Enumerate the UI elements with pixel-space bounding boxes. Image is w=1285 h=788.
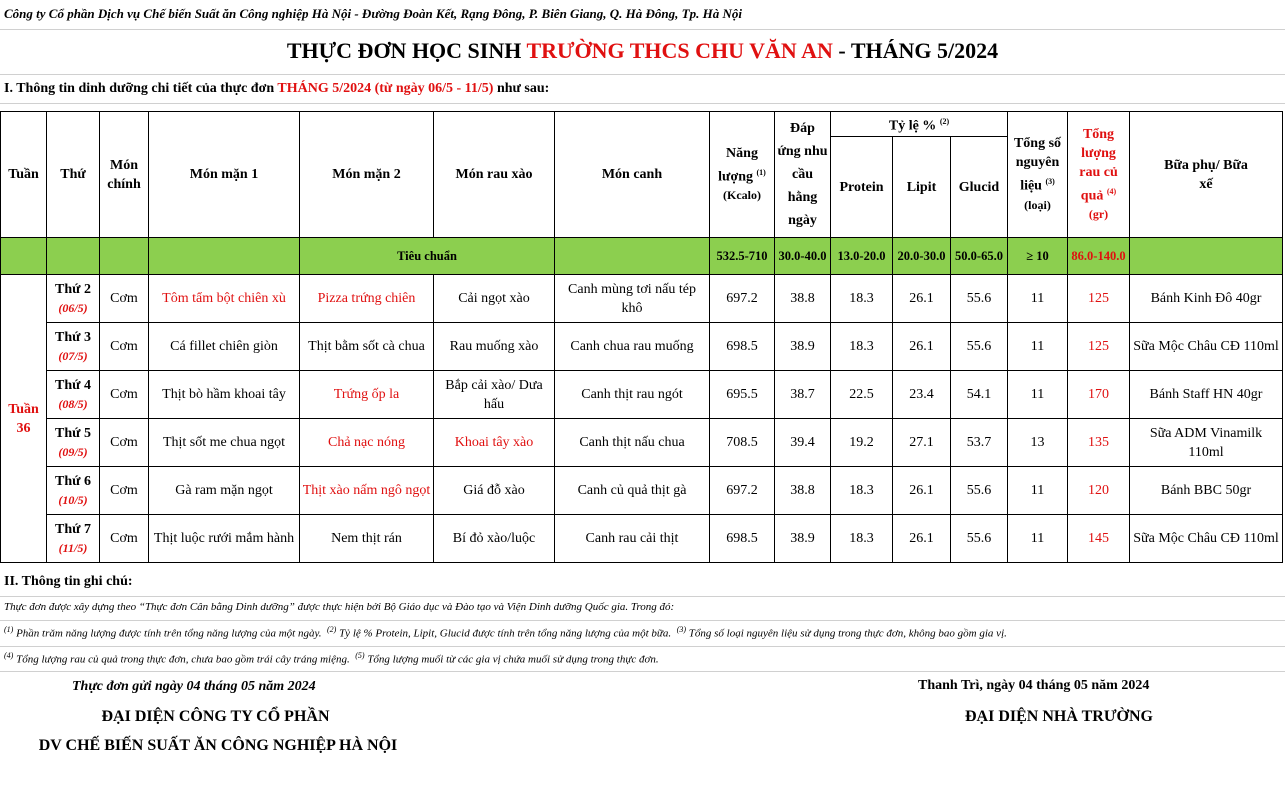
energy-cell: 708.5 bbox=[710, 419, 775, 467]
note5-sup: (5) bbox=[355, 651, 365, 660]
veg-total-cell: 145 bbox=[1068, 515, 1130, 563]
main-dish-cell: Cơm bbox=[100, 467, 149, 515]
std-empty bbox=[47, 238, 100, 275]
energy-cell: 695.5 bbox=[710, 371, 775, 419]
week-label: Tuần 36 bbox=[8, 401, 39, 436]
protein-cell: 18.3 bbox=[831, 323, 893, 371]
note1: Phần trăm năng lượng được tính trên tổng năng lượng của một ngày. bbox=[13, 627, 322, 640]
day-label: Thứ 7 bbox=[54, 521, 92, 537]
protein-cell: 18.3 bbox=[831, 275, 893, 323]
std-energy: 532.5-710 bbox=[710, 238, 775, 275]
dish2-cell: Chả nạc nóng bbox=[300, 419, 434, 467]
header-veg-total-label: Tổng lượng rau củ quả bbox=[1079, 126, 1118, 204]
glucid-cell: 55.6 bbox=[951, 323, 1008, 371]
veg-total-cell: 125 bbox=[1068, 323, 1130, 371]
dish1-cell: Cá fillet chiên giòn bbox=[149, 323, 300, 371]
std-empty bbox=[1130, 238, 1283, 275]
lipid-cell: 26.1 bbox=[893, 467, 951, 515]
veg-cell: Cải ngọt xào bbox=[434, 275, 555, 323]
veg-cell: Khoai tây xào bbox=[434, 419, 555, 467]
dish2-cell: Thịt bằm sốt cà chua bbox=[300, 323, 434, 371]
snack-cell: Sữa ADM Vinamilk 110ml bbox=[1130, 419, 1283, 467]
header-soup: Món canh bbox=[555, 112, 710, 238]
header-energy-sup: (1) bbox=[756, 167, 766, 177]
day-cell bbox=[47, 323, 100, 371]
table-row bbox=[1, 275, 1283, 323]
section1-heading bbox=[4, 81, 549, 97]
title-part1: THỰC ĐƠN HỌC SINH bbox=[286, 38, 527, 63]
title-part2: - THÁNG 5/2024 bbox=[832, 38, 999, 63]
protein-cell: 22.5 bbox=[831, 371, 893, 419]
note5: Tổng lượng muối từ các gia vị chứa muối sử dụng trong thực đơn. bbox=[364, 653, 659, 666]
protein-cell: 19.2 bbox=[831, 419, 893, 467]
section1-text2: như sau: bbox=[493, 81, 550, 96]
header-dish1: Món mặn 1 bbox=[149, 112, 300, 238]
main-dish-cell: Cơm bbox=[100, 323, 149, 371]
day-label: Thứ 4 bbox=[54, 377, 92, 393]
section1-period: THÁNG 5/2024 (từ ngày 06/5 - 11/5) bbox=[277, 81, 494, 96]
left-representative-line1: ĐẠI DIỆN CÔNG TY CỔ PHẦN bbox=[101, 708, 330, 725]
soup-cell: Canh mùng tơi nấu tép khô bbox=[555, 275, 710, 323]
day-date: (07/5) bbox=[58, 348, 88, 363]
veg-cell: Giá đỗ xào bbox=[434, 467, 555, 515]
snack-cell: Sữa Mộc Châu CĐ 110ml bbox=[1130, 323, 1283, 371]
soup-cell: Canh thịt rau ngót bbox=[555, 371, 710, 419]
table-row bbox=[1, 515, 1283, 563]
company-info: Công ty Cổ phần Dịch vụ Chế biến Suất ăn Công nghiệp Hà Nội - Đường Đoàn Kết, Rạng Đông, P. Biên Giang, Q. Hà Đông, Tp. Hà Nội bbox=[4, 6, 742, 21]
lipid-cell: 27.1 bbox=[893, 419, 951, 467]
meet-cell: 38.7 bbox=[775, 371, 831, 419]
header-day: Thứ bbox=[47, 112, 100, 238]
header-ratio bbox=[831, 112, 1008, 137]
std-protein: 13.0-20.0 bbox=[831, 238, 893, 275]
main-dish-cell: Cơm bbox=[100, 515, 149, 563]
day-date: (08/5) bbox=[58, 396, 88, 411]
header-energy bbox=[710, 112, 775, 238]
day-date: (06/5) bbox=[58, 300, 88, 315]
soup-cell: Canh chua rau muống bbox=[555, 323, 710, 371]
header-lipid: Lipit bbox=[893, 137, 951, 238]
header-meet: Đáp ứng nhu cầu hằng ngày bbox=[775, 112, 831, 238]
main-dish-cell: Cơm bbox=[100, 371, 149, 419]
snack-cell: Bánh Kinh Đô 40gr bbox=[1130, 275, 1283, 323]
std-veg-total: 86.0-140.0 bbox=[1068, 238, 1130, 275]
table-row bbox=[1, 467, 1283, 515]
dish2-cell: Nem thịt rán bbox=[300, 515, 434, 563]
header-veg-total bbox=[1068, 112, 1130, 238]
note4-sup: (4) bbox=[4, 651, 14, 660]
note2: Tỷ lệ % Protein, Lipit, Glucid được tính trên tổng năng lượng của một bữa. bbox=[336, 627, 672, 640]
dish2-cell: Pizza trứng chiên bbox=[300, 275, 434, 323]
header-ratio-label: Tỷ lệ % bbox=[888, 118, 937, 134]
header-snack: Bữa phụ/ Bữa xế bbox=[1130, 112, 1283, 238]
soup-cell: Canh thịt nấu chua bbox=[555, 419, 710, 467]
week-cell bbox=[1, 275, 47, 563]
energy-cell: 697.2 bbox=[710, 467, 775, 515]
meet-cell: 38.9 bbox=[775, 323, 831, 371]
header-veg-total-sup: (4) bbox=[1106, 186, 1117, 196]
protein-cell: 18.3 bbox=[831, 515, 893, 563]
day-date: (10/5) bbox=[58, 492, 88, 507]
std-empty bbox=[1, 238, 47, 275]
header-ratio-sup: (2) bbox=[939, 117, 950, 127]
lipid-cell: 26.1 bbox=[893, 275, 951, 323]
place-date: Thanh Trì, ngày 04 tháng 05 năm 2024 bbox=[918, 678, 1150, 693]
main-dish-cell: Cơm bbox=[100, 419, 149, 467]
section2-heading: II. Thông tin ghi chú: bbox=[4, 574, 133, 589]
day-label: Thứ 6 bbox=[54, 473, 92, 489]
veg-cell: Rau muống xào bbox=[434, 323, 555, 371]
ingredients-cell: 11 bbox=[1008, 515, 1068, 563]
day-cell bbox=[47, 467, 100, 515]
protein-cell: 18.3 bbox=[831, 467, 893, 515]
table-row bbox=[1, 371, 1283, 419]
std-ingredients: ≥ 10 bbox=[1008, 238, 1068, 275]
header-protein: Protein bbox=[831, 137, 893, 238]
veg-total-cell: 135 bbox=[1068, 419, 1130, 467]
glucid-cell: 53.7 bbox=[951, 419, 1008, 467]
section1-text1: I. Thông tin dinh dưỡng chi tiết của thực đơn bbox=[4, 81, 278, 96]
day-label: Thứ 2 bbox=[54, 281, 92, 297]
main-dish-cell: Cơm bbox=[100, 275, 149, 323]
notes-line2 bbox=[4, 651, 659, 666]
header-veg-total-unit: (gr) bbox=[1088, 207, 1109, 222]
header-ingredients-unit: (loại) bbox=[1024, 197, 1051, 212]
std-lipid: 20.0-30.0 bbox=[893, 238, 951, 275]
veg-total-cell: 170 bbox=[1068, 371, 1130, 419]
meet-cell: 38.9 bbox=[775, 515, 831, 563]
header-ingredients-sup: (3) bbox=[1045, 177, 1055, 187]
header-energy-label: Năng lượng bbox=[718, 145, 758, 185]
veg-cell: Bắp cải xào/ Dưa hấu bbox=[434, 371, 555, 419]
glucid-cell: 54.1 bbox=[951, 371, 1008, 419]
ingredients-cell: 13 bbox=[1008, 419, 1068, 467]
soup-cell: Canh rau cải thịt bbox=[555, 515, 710, 563]
ingredients-cell: 11 bbox=[1008, 275, 1068, 323]
glucid-cell: 55.6 bbox=[951, 275, 1008, 323]
std-label: Tiêu chuẩn bbox=[300, 238, 555, 275]
energy-cell: 698.5 bbox=[710, 515, 775, 563]
note-intro: Thực đơn được xây dựng theo “Thực đơn Cân bằng Dinh dưỡng” được thực hiện bởi Bộ Giáo dục và Đào tạo và Viện Dinh dưỡng Quốc gia. Trong đó: bbox=[4, 601, 675, 613]
header-veg: Món rau xào bbox=[434, 112, 555, 238]
day-cell bbox=[47, 419, 100, 467]
glucid-cell: 55.6 bbox=[951, 515, 1008, 563]
sent-date: Thực đơn gửi ngày 04 tháng 05 năm 2024 bbox=[72, 679, 316, 694]
dish1-cell: Tôm tẩm bột chiên xù bbox=[149, 275, 300, 323]
note3: Tổng số loại nguyên liệu sử dụng trong thực đơn, không bao gồm gia vị. bbox=[686, 627, 1007, 640]
meet-cell: 39.4 bbox=[775, 419, 831, 467]
day-cell bbox=[47, 371, 100, 419]
standard-row bbox=[1, 238, 1283, 275]
notes-line1 bbox=[4, 625, 1007, 640]
soup-cell: Canh củ quả thịt gà bbox=[555, 467, 710, 515]
dish2-cell: Trứng ốp la bbox=[300, 371, 434, 419]
snack-cell: Bánh BBC 50gr bbox=[1130, 467, 1283, 515]
table-row bbox=[1, 323, 1283, 371]
page-title bbox=[0, 38, 1285, 64]
day-label: Thứ 5 bbox=[54, 425, 92, 441]
veg-cell: Bí đỏ xào/luộc bbox=[434, 515, 555, 563]
day-cell bbox=[47, 515, 100, 563]
dish1-cell: Thịt luộc rưới mắm hành bbox=[149, 515, 300, 563]
std-glucid: 50.0-65.0 bbox=[951, 238, 1008, 275]
std-empty bbox=[149, 238, 300, 275]
dish1-cell: Thịt bò hầm khoai tây bbox=[149, 371, 300, 419]
header-dish2: Món mặn 2 bbox=[300, 112, 434, 238]
meet-cell: 38.8 bbox=[775, 467, 831, 515]
header-main-dish: Món chính bbox=[100, 112, 149, 238]
std-meet: 30.0-40.0 bbox=[775, 238, 831, 275]
day-cell bbox=[47, 275, 100, 323]
veg-total-cell: 120 bbox=[1068, 467, 1130, 515]
energy-cell: 698.5 bbox=[710, 323, 775, 371]
std-empty bbox=[100, 238, 149, 275]
dish1-cell: Thịt sốt me chua ngọt bbox=[149, 419, 300, 467]
std-empty bbox=[555, 238, 710, 275]
note2-sup: (2) bbox=[326, 625, 337, 634]
day-label: Thứ 3 bbox=[54, 329, 92, 345]
header-week: Tuần bbox=[1, 112, 47, 238]
lipid-cell: 26.1 bbox=[893, 515, 951, 563]
header-ingredients-label: Tổng số nguyên liệu bbox=[1013, 136, 1062, 194]
glucid-cell: 55.6 bbox=[951, 467, 1008, 515]
energy-cell: 697.2 bbox=[710, 275, 775, 323]
header-glucid: Glucid bbox=[951, 137, 1008, 238]
veg-total-cell: 125 bbox=[1068, 275, 1130, 323]
title-school: TRƯỜNG THCS CHU VĂN AN bbox=[526, 38, 833, 63]
snack-cell: Sữa Mộc Châu CĐ 110ml bbox=[1130, 515, 1283, 563]
day-date: (09/5) bbox=[58, 444, 88, 459]
day-date: (11/5) bbox=[58, 540, 88, 555]
meet-cell: 38.8 bbox=[775, 275, 831, 323]
note1-sup: (1) bbox=[4, 625, 14, 634]
header-ingredients bbox=[1008, 112, 1068, 238]
menu-table bbox=[0, 111, 1283, 563]
note3-sup: (3) bbox=[676, 625, 687, 634]
left-representative-line2: DV CHẾ BIẾN SUẤT ĂN CÔNG NGHIỆP HÀ NỘI bbox=[38, 737, 398, 754]
ingredients-cell: 11 bbox=[1008, 323, 1068, 371]
snack-cell: Bánh Staff HN 40gr bbox=[1130, 371, 1283, 419]
lipid-cell: 23.4 bbox=[893, 371, 951, 419]
right-representative: ĐẠI DIỆN NHÀ TRƯỜNG bbox=[964, 708, 1153, 725]
header-energy-unit: (Kcalo) bbox=[723, 188, 761, 203]
dish2-cell: Thịt xào nấm ngô ngọt bbox=[300, 467, 434, 515]
ingredients-cell: 11 bbox=[1008, 467, 1068, 515]
dish1-cell: Gà ram mặn ngọt bbox=[149, 467, 300, 515]
note4: Tổng lượng rau củ quả trong thực đơn, chưa bao gồm trái cây tráng miệng. bbox=[13, 653, 350, 666]
lipid-cell: 26.1 bbox=[893, 323, 951, 371]
table-row bbox=[1, 419, 1283, 467]
ingredients-cell: 11 bbox=[1008, 371, 1068, 419]
